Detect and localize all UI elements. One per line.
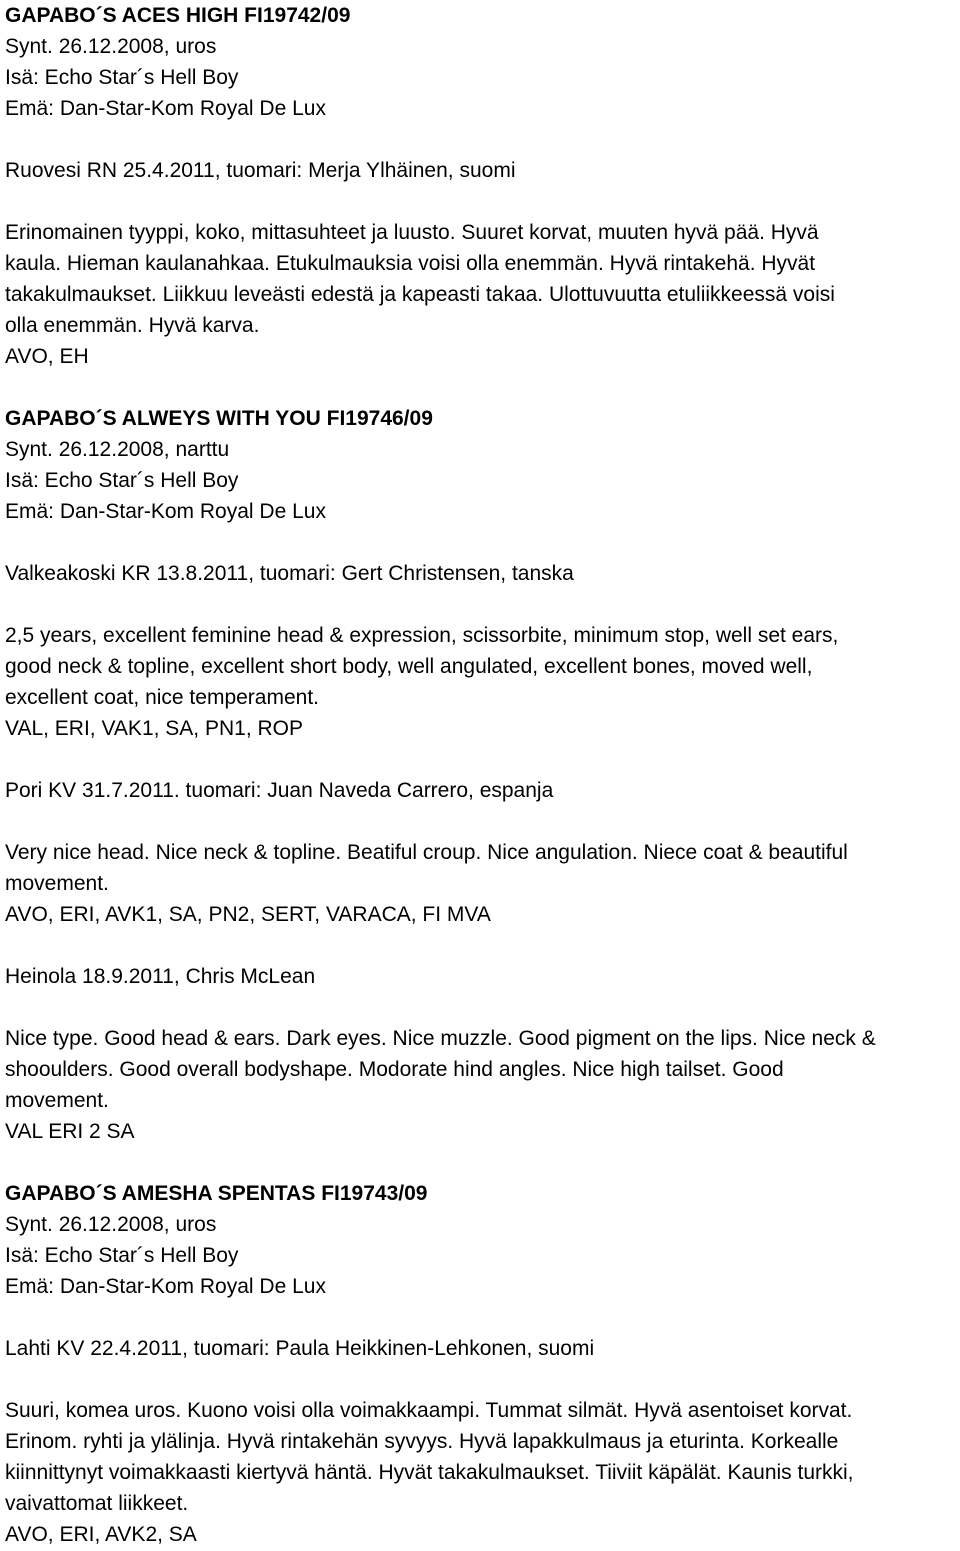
show-result: VAL, ERI, VAK1, SA, PN1, ROP bbox=[5, 717, 303, 740]
show-event: Pori KV 31.7.2011. tuomari: Juan Naveda Carrero, espanja bbox=[5, 779, 554, 802]
critique-line: movement. bbox=[5, 872, 109, 895]
dog-dam: Emä: Dan-Star-Kom Royal De Lux bbox=[5, 500, 326, 523]
dog-entry-amesha-spentas bbox=[5, 1178, 960, 1550]
dog-birth-info: Synt. 26.12.2008, uros bbox=[5, 1213, 217, 1236]
show-result: AVO, ERI, AVK1, SA, PN2, SERT, VARACA, FI MVA bbox=[5, 903, 491, 926]
critique-line: Suuri, komea uros. Kuono voisi olla voimakkaampi. Tummat silmät. Hyvä asentoiset korvat. bbox=[5, 1399, 853, 1422]
dog-sire: Isä: Echo Star´s Hell Boy bbox=[5, 469, 239, 492]
critique-line: vaivattomat liikkeet. bbox=[5, 1492, 189, 1515]
dog-title: GAPABO´S AMESHA SPENTAS FI19743/09 bbox=[5, 1182, 428, 1205]
dog-sire: Isä: Echo Star´s Hell Boy bbox=[5, 66, 239, 89]
dog-entry-alweys-with-you bbox=[5, 403, 960, 1147]
show-event: Ruovesi RN 25.4.2011, tuomari: Merja Ylhäinen, suomi bbox=[5, 159, 516, 182]
spacer bbox=[5, 1364, 960, 1395]
critique-line: Nice type. Good head & ears. Dark eyes. Nice muzzle. Good pigment on the lips. Nice neck & bbox=[5, 1027, 876, 1050]
show-result: AVO, EH bbox=[5, 345, 89, 368]
spacer bbox=[5, 992, 960, 1023]
spacer bbox=[5, 806, 960, 837]
critique-line: 2,5 years, excellent feminine head & expression, scissorbite, minimum stop, well set ears, bbox=[5, 624, 839, 647]
critique-line: movement. bbox=[5, 1089, 109, 1112]
show-result: AVO, ERI, AVK2, SA bbox=[5, 1523, 197, 1546]
show-event: Heinola 18.9.2011, Chris McLean bbox=[5, 965, 316, 988]
show-result: VAL ERI 2 SA bbox=[5, 1120, 135, 1143]
spacer bbox=[5, 1302, 960, 1333]
dog-dam: Emä: Dan-Star-Kom Royal De Lux bbox=[5, 97, 326, 120]
critique-line: kaula. Hieman kaulanahkaa. Etukulmauksia voisi olla enemmän. Hyvä rintakehä. Hyvät bbox=[5, 252, 816, 275]
critique-line: Erinom. ryhti ja ylälinja. Hyvä rintakehän syvyys. Hyvä lapakkulmaus ja eturinta. Korkealle bbox=[5, 1430, 839, 1453]
dog-birth-info: Synt. 26.12.2008, uros bbox=[5, 35, 217, 58]
show-event: Valkeakoski KR 13.8.2011, tuomari: Gert Christensen, tanska bbox=[5, 562, 574, 585]
critique-line: takakulmaukset. Liikkuu leveästi edestä ja kapeasti takaa. Ulottuvuutta etuliikkeessä voisi bbox=[5, 283, 835, 306]
dog-title: GAPABO´S ACES HIGH FI19742/09 bbox=[5, 4, 351, 27]
dog-dam: Emä: Dan-Star-Kom Royal De Lux bbox=[5, 1275, 326, 1298]
critique-line: good neck & topline, excellent short body, well angulated, excellent bones, moved well, bbox=[5, 655, 813, 678]
dog-birth-info: Synt. 26.12.2008, narttu bbox=[5, 438, 230, 461]
dog-title: GAPABO´S ALWEYS WITH YOU FI19746/09 bbox=[5, 407, 433, 430]
spacer bbox=[5, 124, 960, 155]
dog-entry-aces-high bbox=[5, 0, 960, 372]
spacer bbox=[5, 930, 960, 961]
spacer bbox=[5, 372, 960, 403]
critique-line: Erinomainen tyyppi, koko, mittasuhteet ja luusto. Suuret korvat, muuten hyvä pää. Hyvä bbox=[5, 221, 819, 244]
critique-line: kiinnittynyt voimakkaasti kiertyvä häntä. Hyvät takakulmaukset. Tiiviit käpälät. Kaunis turkki, bbox=[5, 1461, 854, 1484]
critique-line: olla enemmän. Hyvä karva. bbox=[5, 314, 260, 337]
spacer bbox=[5, 186, 960, 217]
critique-line: excellent coat, nice temperament. bbox=[5, 686, 319, 709]
spacer bbox=[5, 1147, 960, 1178]
critique-line: Very nice head. Nice neck & topline. Beatiful croup. Nice angulation. Niece coat & beautiful bbox=[5, 841, 848, 864]
spacer bbox=[5, 527, 960, 558]
critique-line: shooulders. Good overall bodyshape. Modorate hind angles. Nice high tailset. Good bbox=[5, 1058, 784, 1081]
spacer bbox=[5, 589, 960, 620]
dog-sire: Isä: Echo Star´s Hell Boy bbox=[5, 1244, 239, 1267]
show-event: Lahti KV 22.4.2011, tuomari: Paula Heikkinen-Lehkonen, suomi bbox=[5, 1337, 595, 1360]
spacer bbox=[5, 744, 960, 775]
